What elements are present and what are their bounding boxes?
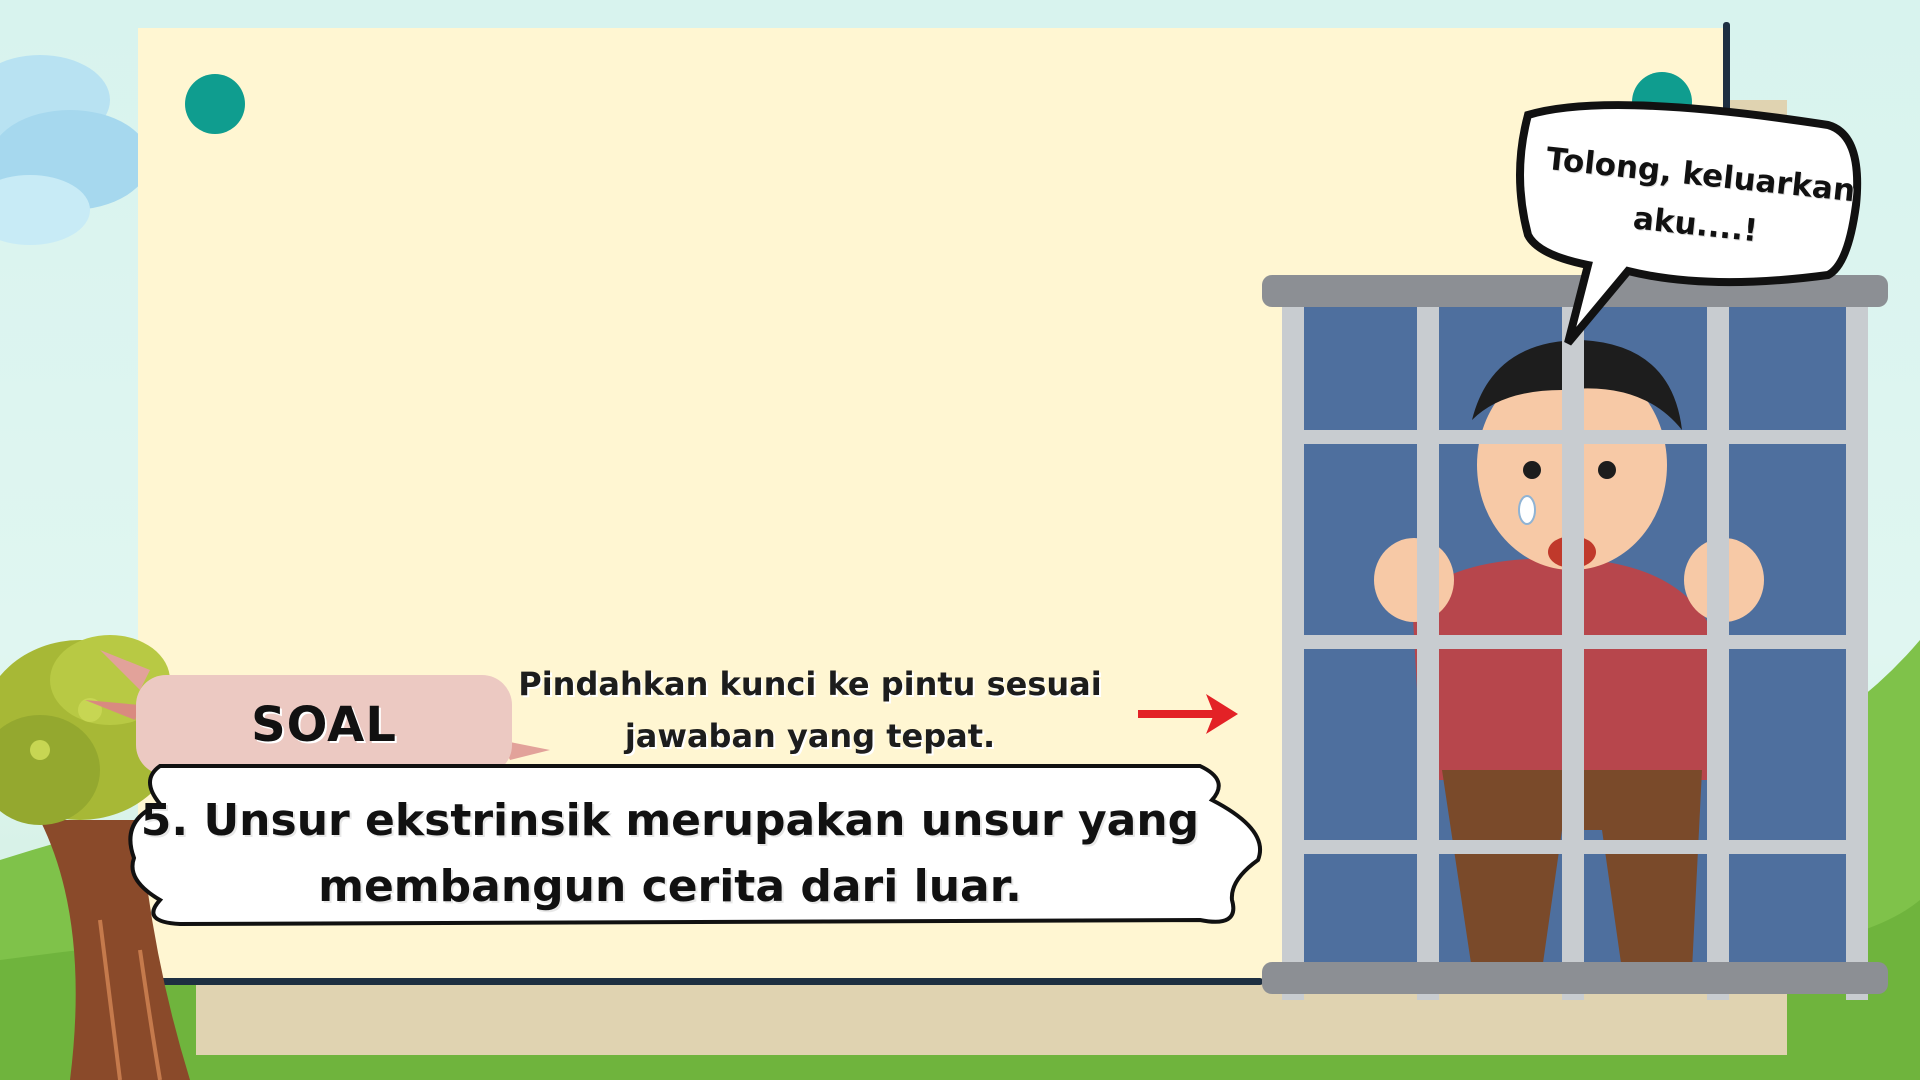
pin-dot-left xyxy=(185,74,245,134)
question-text: 5. Unsur ekstrinsik merupakan unsur yang membangun cerita dari luar. xyxy=(140,795,1200,912)
clouds-icon xyxy=(0,20,140,250)
prisoner-illustration[interactable] xyxy=(1262,270,1888,1000)
arrow-right-icon xyxy=(1136,690,1240,738)
instruction-text: Pindahkan kunci ke pintu sesuai jawaban yang tepat. xyxy=(518,665,1102,755)
card-bottom-edge xyxy=(133,978,1263,985)
soal-label: SOAL xyxy=(251,697,397,753)
speech-text: Tolong, keluarkan aku....! xyxy=(1544,141,1857,250)
